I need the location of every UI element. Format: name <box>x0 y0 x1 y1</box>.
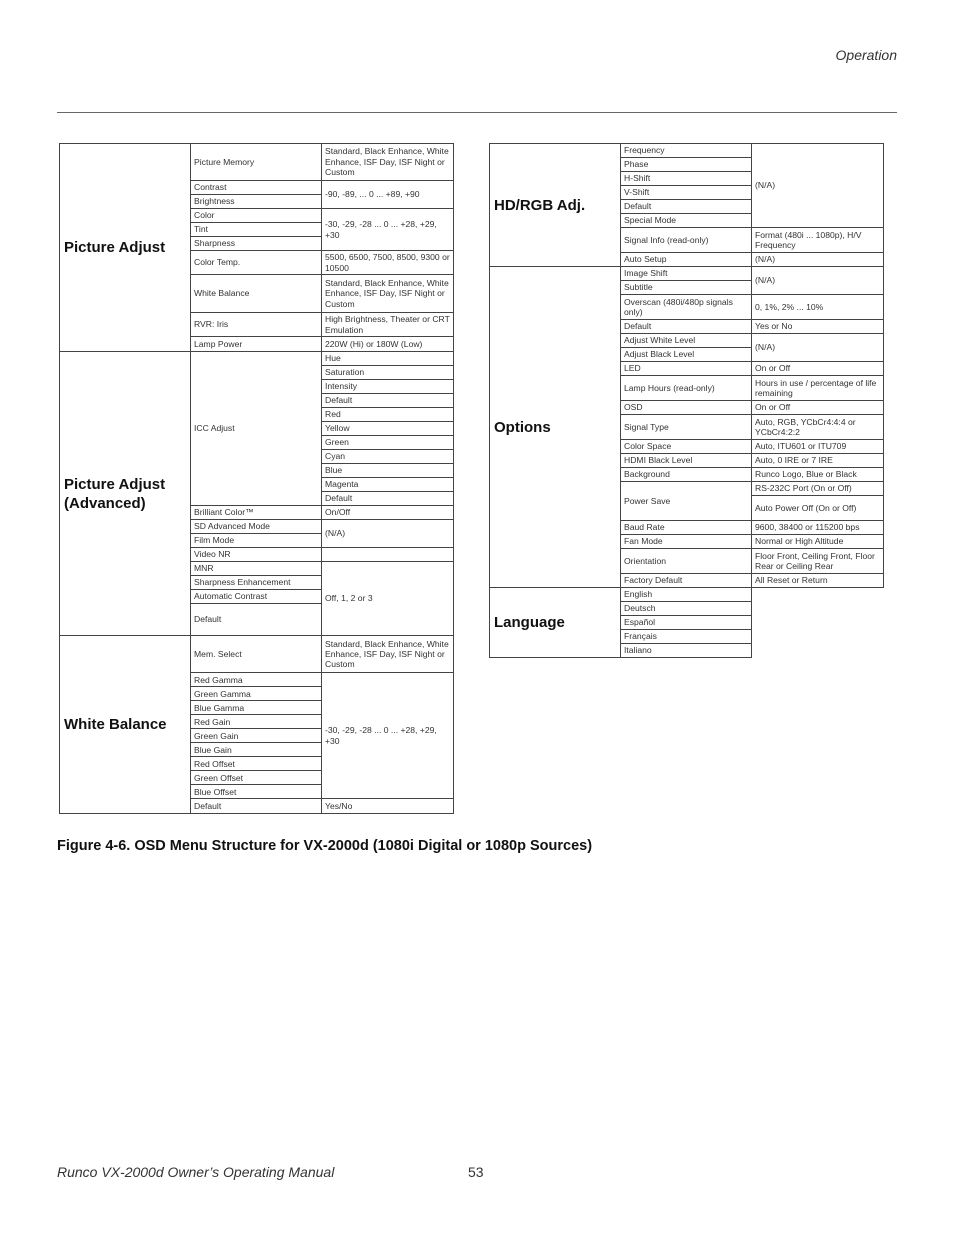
menu-option-values: Standard, Black Enhance, White Enhance, ISF Day, ISF Night or Custom <box>322 275 454 313</box>
menu-row <box>60 144 454 181</box>
menu-item-label: Automatic Contrast <box>191 590 322 604</box>
menu-item-label: Color Temp. <box>191 251 322 275</box>
menu-item-label: Tint <box>191 223 322 237</box>
menu-item-label: SD Advanced Mode <box>191 520 322 534</box>
menu-option-values: Yes/No <box>322 799 454 814</box>
menu-group-title: Picture Adjust <box>60 144 191 352</box>
menu-item-label: English <box>621 588 752 602</box>
menu-option-values: Normal or High Altitude <box>752 535 884 549</box>
menu-item-label: Español <box>621 616 752 630</box>
menu-item-label: Red Gain <box>191 715 322 729</box>
menu-option-values: Yes or No <box>752 320 884 334</box>
menu-option-values: Red <box>322 408 454 422</box>
menu-option-values: Intensity <box>322 380 454 394</box>
menu-option-values: Blue <box>322 464 454 478</box>
menu-option-values: (N/A) <box>752 144 884 228</box>
menu-option-values: Auto, ITU601 or ITU709 <box>752 440 884 454</box>
menu-group-title: Options <box>490 267 621 588</box>
osd-menu-table-left <box>59 143 454 814</box>
footer-page-number: 53 <box>468 1164 484 1180</box>
menu-item-label: Default <box>621 320 752 334</box>
menu-item-label: V-Shift <box>621 186 752 200</box>
menu-option-values: Off, 1, 2 or 3 <box>322 562 454 636</box>
menu-item-label: OSD <box>621 401 752 415</box>
menu-item-label: Contrast <box>191 181 322 195</box>
menu-item-label: Lamp Hours (read-only) <box>621 376 752 401</box>
menu-item-label: Sharpness Enhancement <box>191 576 322 590</box>
menu-item-label: Italiano <box>621 644 752 658</box>
menu-item-label: Blue Gamma <box>191 701 322 715</box>
menu-option-values: Saturation <box>322 366 454 380</box>
menu-option-values: Default <box>322 492 454 506</box>
menu-option-values: On/Off <box>322 506 454 520</box>
menu-item-label: Frequency <box>621 144 752 158</box>
menu-option-values: -30, -29, -28 ... 0 ... +28, +29, +30 <box>322 673 454 799</box>
menu-option-values: (N/A) <box>752 253 884 267</box>
menu-option-values: Auto Power Off (On or Off) <box>752 496 884 521</box>
menu-item-label: Phase <box>621 158 752 172</box>
header-rule <box>57 112 897 113</box>
menu-item-label: Picture Memory <box>191 144 322 181</box>
menu-option-values: Default <box>322 394 454 408</box>
menu-option-values: (N/A) <box>752 334 884 362</box>
menu-item-label: Auto Setup <box>621 253 752 267</box>
menu-item-label: Blue Offset <box>191 785 322 799</box>
menu-option-values: 5500, 6500, 7500, 8500, 9300 or 10500 <box>322 251 454 275</box>
osd-menu-table-right <box>489 143 884 658</box>
menu-item-label: Mem. Select <box>191 636 322 673</box>
menu-item-label: Lamp Power <box>191 337 322 352</box>
menu-option-values: Standard, Black Enhance, White Enhance, ISF Day, ISF Night or Custom <box>322 144 454 181</box>
menu-option-values: RS-232C Port (On or Off) <box>752 482 884 496</box>
menu-item-label: Green Gamma <box>191 687 322 701</box>
menu-item-label: Image Shift <box>621 267 752 281</box>
menu-item-label: Green Gain <box>191 729 322 743</box>
menu-option-values: 0, 1%, 2% ... 10% <box>752 295 884 320</box>
menu-item-label: Signal Type <box>621 415 752 440</box>
blank-cell <box>752 588 884 658</box>
menu-item-label: Color Space <box>621 440 752 454</box>
menu-option-values: -30, -29, -28 ... 0 ... +28, +29, +30 <box>322 209 454 251</box>
menu-row <box>490 588 884 602</box>
menu-option-values: Hue <box>322 352 454 366</box>
menu-item-label: Film Mode <box>191 534 322 548</box>
menu-group-title: Language <box>490 588 621 658</box>
menu-item-label: Red Gamma <box>191 673 322 687</box>
menu-item-label: Default <box>191 799 322 814</box>
menu-item-label: H-Shift <box>621 172 752 186</box>
menu-row <box>60 352 454 366</box>
menu-item-label: Factory Default <box>621 574 752 588</box>
menu-item-label: Baud Rate <box>621 521 752 535</box>
menu-item-label: Color <box>191 209 322 223</box>
menu-option-values: Standard, Black Enhance, White Enhance, ISF Day, ISF Night or Custom <box>322 636 454 673</box>
menu-item-label: Adjust Black Level <box>621 348 752 362</box>
menu-item-label: Subtitle <box>621 281 752 295</box>
menu-item-label: RVR: Iris <box>191 313 322 337</box>
menu-option-values: Magenta <box>322 478 454 492</box>
section-header: Operation <box>835 47 897 63</box>
menu-option-values: On or Off <box>752 362 884 376</box>
footer-manual-title: Runco VX-2000d Owner’s Operating Manual <box>57 1164 335 1180</box>
menu-item-label: MNR <box>191 562 322 576</box>
menu-item-label: Adjust White Level <box>621 334 752 348</box>
menu-item-label: Fan Mode <box>621 535 752 549</box>
menu-group-title: White Balance <box>60 636 191 814</box>
menu-item-label: Default <box>621 200 752 214</box>
menu-option-values: 220W (Hi) or 180W (Low) <box>322 337 454 352</box>
menu-item-label: ICC Adjust <box>191 352 322 506</box>
menu-item-label: Sharpness <box>191 237 322 251</box>
menu-option-values: Hours in use / percentage of life remaining <box>752 376 884 401</box>
menu-row <box>490 144 884 158</box>
menu-item-label: Brilliant Color™ <box>191 506 322 520</box>
menu-option-values: All Reset or Return <box>752 574 884 588</box>
menu-option-values: Cyan <box>322 450 454 464</box>
menu-row <box>490 267 884 281</box>
menu-item-label: Special Mode <box>621 214 752 228</box>
menu-option-values: High Brightness, Theater or CRT Emulation <box>322 313 454 337</box>
menu-item-label: Brightness <box>191 195 322 209</box>
menu-item-label: Overscan (480i/480p signals only) <box>621 295 752 320</box>
menu-option-values: (N/A) <box>752 267 884 295</box>
menu-option-values: 9600, 38400 or 115200 bps <box>752 521 884 535</box>
menu-item-label: Default <box>191 604 322 636</box>
menu-item-label: Red Offset <box>191 757 322 771</box>
menu-item-label: Background <box>621 468 752 482</box>
menu-item-label: LED <box>621 362 752 376</box>
menu-option-values: Yellow <box>322 422 454 436</box>
menu-item-label: Orientation <box>621 549 752 574</box>
menu-group-title: Picture Adjust (Advanced) <box>60 352 191 636</box>
menu-option-values: Floor Front, Ceiling Front, Floor Rear or Ceiling Rear <box>752 549 884 574</box>
menu-option-values: (N/A) <box>322 520 454 548</box>
menu-item-label: Signal Info (read-only) <box>621 228 752 253</box>
menu-row <box>60 636 454 673</box>
menu-item-label: Green Offset <box>191 771 322 785</box>
menu-group-title: HD/RGB Adj. <box>490 144 621 267</box>
menu-item-label: Power Save <box>621 482 752 521</box>
menu-option-values: -90, -89, ... 0 ... +89, +90 <box>322 181 454 209</box>
figure-caption: Figure 4-6. OSD Menu Structure for VX-2000d (1080i Digital or 1080p Sources) <box>57 838 593 854</box>
menu-option-values: Auto, 0 IRE or 7 IRE <box>752 454 884 468</box>
menu-item-label: Français <box>621 630 752 644</box>
menu-item-label: Blue Gain <box>191 743 322 757</box>
menu-item-label: Video NR <box>191 548 322 562</box>
menu-option-values: Green <box>322 436 454 450</box>
menu-option-values: Format (480i ... 1080p), H/V Frequency <box>752 228 884 253</box>
menu-option-values: On or Off <box>752 401 884 415</box>
menu-option-values: Runco Logo, Blue or Black <box>752 468 884 482</box>
menu-option-values: Auto, RGB, YCbCr4:4:4 or YCbCr4:2:2 <box>752 415 884 440</box>
menu-item-label: HDMI Black Level <box>621 454 752 468</box>
menu-option-values <box>322 548 454 562</box>
menu-item-label: White Balance <box>191 275 322 313</box>
menu-item-label: Deutsch <box>621 602 752 616</box>
